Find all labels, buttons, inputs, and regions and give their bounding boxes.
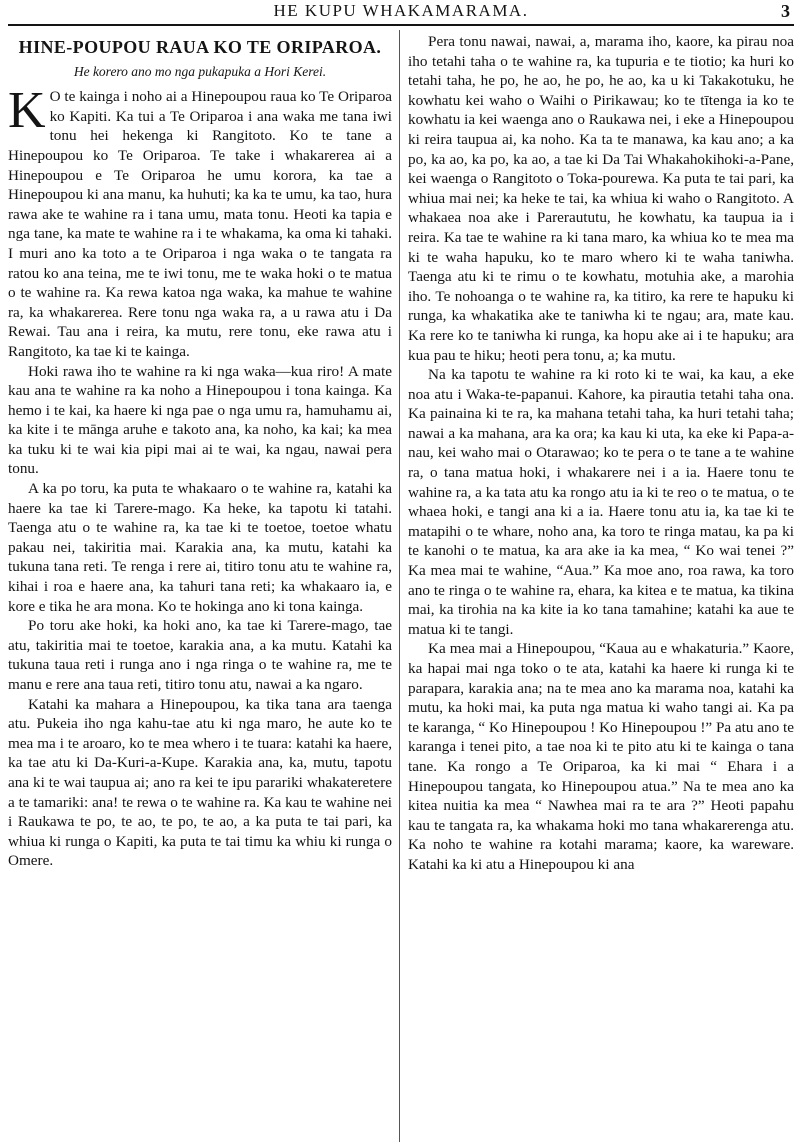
right-column bbox=[408, 32, 794, 1142]
paragraph: Pera tonu nawai, nawai, a, marama iho, kaore, ka pirau noa iho tetahi taha o te wahine ra, ka tupuria e te tiotio; ka huri ko tetahi taha, he po, he ao, he po, he ao, ka u ki Takakotuku, he kowhatu kei waho o Waihi o Pirikawau; ko te tītenga ia ko te kowhatu ia kei waenga ano o Raukawa nei, i eke a Hinepoupou ki reira taupua ai, ka noho. Ka ta te manawa, ka kau ano; a ka po, ka ao, ka po, ka ao, a tae ki Da Tai Whakahokihoki-a-Pane, kei waenga o Rangitoto o Toka-pourewa. Ka puta te tai pari, ka whiua mai nei; ka heke te tai, ka whiua ki waho o Rangitoto. A whakaea noa ake i Pareraututu, he kowhatu, ka taupua ia i reira. Ka tae te wahine ra ki tana maro, ka whiua ko te mea ma ki te waha hapuku, ko te maro whero ki te waha taniwha. Taenga atu ki te rimu o te kowhatu, motuhia ake, a marohia iho. Te nohoanga o te wahine ra, ka titiro, ka rere te hapuku ki runga, ka whakatika ake te taniwha ki te ngau; ara, mate kau. Ka rere ko te taniwha ki runga, ka hopu ake ai i te hapuku; ara kua pau te hiku; heoti pera tonu, a; ka mutu. bbox=[408, 33, 794, 364]
page-header bbox=[8, 0, 794, 26]
paragraph: Hoki rawa iho te wahine ra ki nga waka—kua riro! A mate kau ana te wahine ra ka noho a Hinepoupou i tona kainga. Ka hemo i te kai, ka haere ki nga pae o nga umu ra, hamuhamu ai, ka kite i te mānga aruhe e takoto ana, ka noho, ka kai; ka mea ka tuku ki te wai kia pipi mai ai te wai, ka ngau, nawai pera tonu. bbox=[8, 362, 392, 478]
paragraph: Na ka tapotu te wahine ra ki roto ki te wai, ka kau, a eke noa atu i Waka-te-papanui. Kahore, ka pirautia tetahi taha ona. Ka painaina ki te ra, ka mahana tetahi taha, ka huri tetahi taha; nawai a ka mahana, ara ka ora; ka kau ki uta, ka eke ki Papa-a-nau, kei waho mai o Otarawao; ko te pera o te tane a te wahine ra, o tana matua hoki, i whakarere nei i a ia. Haere tonu te wahine ra, a ka tata atu ka rongo atu ia ki te reo o te matua, o te whaea hoki, e tangi ana ki a ia. Haere tonu atu ia, ka tae ki te matapihi o te whare, noho ana, ka toro te ringa matau, ka pa ki te kanohi o te matua, ka ara ake ia ka mea, “ Ko wai tenei ?” Ka mea mai te wahine, “Aua.” Ka moe ano, roa rawa, ka toro ano te ringa o te wahine ra, ehara, ka kitea e te matua, ka tikina mai, ka tirohia na ka kite ia ko tana tamahine; katahi ka aue te matua ki te tangi. bbox=[408, 366, 794, 638]
first-paragraph-text: O te kainga i noho ai a Hinepoupou raua ko Te Oriparoa ko Kapiti. Ka tui a Te Oriparoa i ana waka me tana iwi tonu hei hekenga ki Rangitoto. Ko te tane a Hinepoupou ko Te Oriparoa. Te take i whakarerea ai a Hinepoupou e Te Oriparoa he umu korora, ka tae a Hinepoupou ki ana manu, ka huhuti; ka ka te umu, ka tao, hura rawa ake te wahine ra i tana umu, mata tonu. Heoti ka tapia e nga tane, ka mate te wahine ra i te whakama, ka oma ki tahaki. I muri ano ka toto a te Oriparoa i nga waka o te tangata ra ratou ko ana teina, me te iwi tonu, me te waka hoki o te matua o te wahine ra. Ka rewa katoa nga waka, ka mahue te wahine ra, ka whakarerea. Rere tonu nga waka ra, a u rawa atu i Da Rewai. Tau ana i reira, ka mutu, rere tonu, eke rawa atu i Rangitoto, ka tae ki te kainga. bbox=[8, 88, 392, 360]
first-paragraph bbox=[8, 82, 392, 361]
page-number: 3 bbox=[781, 1, 790, 21]
article-byline: He korero ano mo nga pukapuka a Hori Kerei. bbox=[73, 63, 327, 79]
paragraph: Ka mea mai a Hinepoupou, “Kaua au e whakaturia.” Kaore, ka hapai mai nga toko o te ata, katahi ka haere ki runga ki te parapara, karakia ana; na te mea ano ka marama noa, katahi ka mutu, ka hoki mai, ka puta nga matua ki waho tangi ai. Ka pa te karanga, “ Ko Hinepoupou ! Ko Hinepoupou !” Pa atu ano te karanga i tenei pito, a tae noa ki te pito atu ki te kainga o tana tane. Ka rongo a Te Oriparoa, ka ki mai “ Ehara i a Hinepoupou tangata, ko Hinepoupou atua.” Na te mea ano ka kitea nuitia ka mea “ Nawhea mai ra te ara ?” Heoti papahu kau te tangata ra, ka whakama hoki mo tana whakarerenga atu. Ka noho te wahine ra kotahi marama; kaore, ka wareware. Katahi ka ki atu a Hinepoupou ki ana bbox=[408, 640, 794, 873]
paragraph: Katahi ka mahara a Hinepoupou, ka tika tana ara taenga atu. Pukeia iho nga kahu-tae atu ki nga maro, he aute ko te mea ma i te aroaro, ko te mea whero i te tuara: katahi ka haere, ka tae atu ki Da-Kuri-a-Kupe. Karakia ana, ka, mutu, tapotu ana ki te wai taupua ai; ano ra kei te ipu parariki whakateretere a te tamariki: ana! te rewa o te wahine ra. Ka kau te wahine nei i Raukawa te po, te ao, te po, te ao, a ka puta te tai pari, ka whiua ki runga o Kapiti, ka puta te tai timu ka whiu ki runga o Omere. bbox=[8, 695, 392, 870]
column-divider bbox=[399, 30, 400, 1142]
left-column bbox=[8, 32, 392, 1142]
running-title: HE KUPU WHAKAMARAMA. bbox=[273, 1, 529, 20]
drop-cap: K bbox=[8, 82, 46, 140]
paragraph: A ka po toru, ka puta te whakaaro o te wahine ra, katahi ka haere ka tae ki Tarere-mago. Ka heke, ka tapotu ki tatahi. Taenga atu o te wahine ra, ka tae ki te toetoe, toetoe whatu pakau nei, takiritia mai. Karakia ana, ka mutu, katahi ka tukuna tana reti. Te renga i rere ai, titiro tonu atu te wahine ra, kihai i roa e haere ana, ka tahuri tana reti; ka whakaaro ia, e kore e tika he ara mona. Ko te hokinga ano ki tona kainga. bbox=[8, 480, 392, 615]
paragraph: Po toru ake hoki, ka hoki ano, ka tae ki Tarere-mago, tae atu, takiritia mai te toetoe, karakia ana, a ka mutu. Katahi ka tukuna taua reti i runga ano i nga ringa o te wahine ra, me te manu e rere ana taua reti, titiro tonu atu, nawai a ka ngaro. bbox=[8, 617, 392, 693]
article-title: HINE-POUPOU RAUA KO TE ORIPAROA. bbox=[18, 37, 382, 57]
